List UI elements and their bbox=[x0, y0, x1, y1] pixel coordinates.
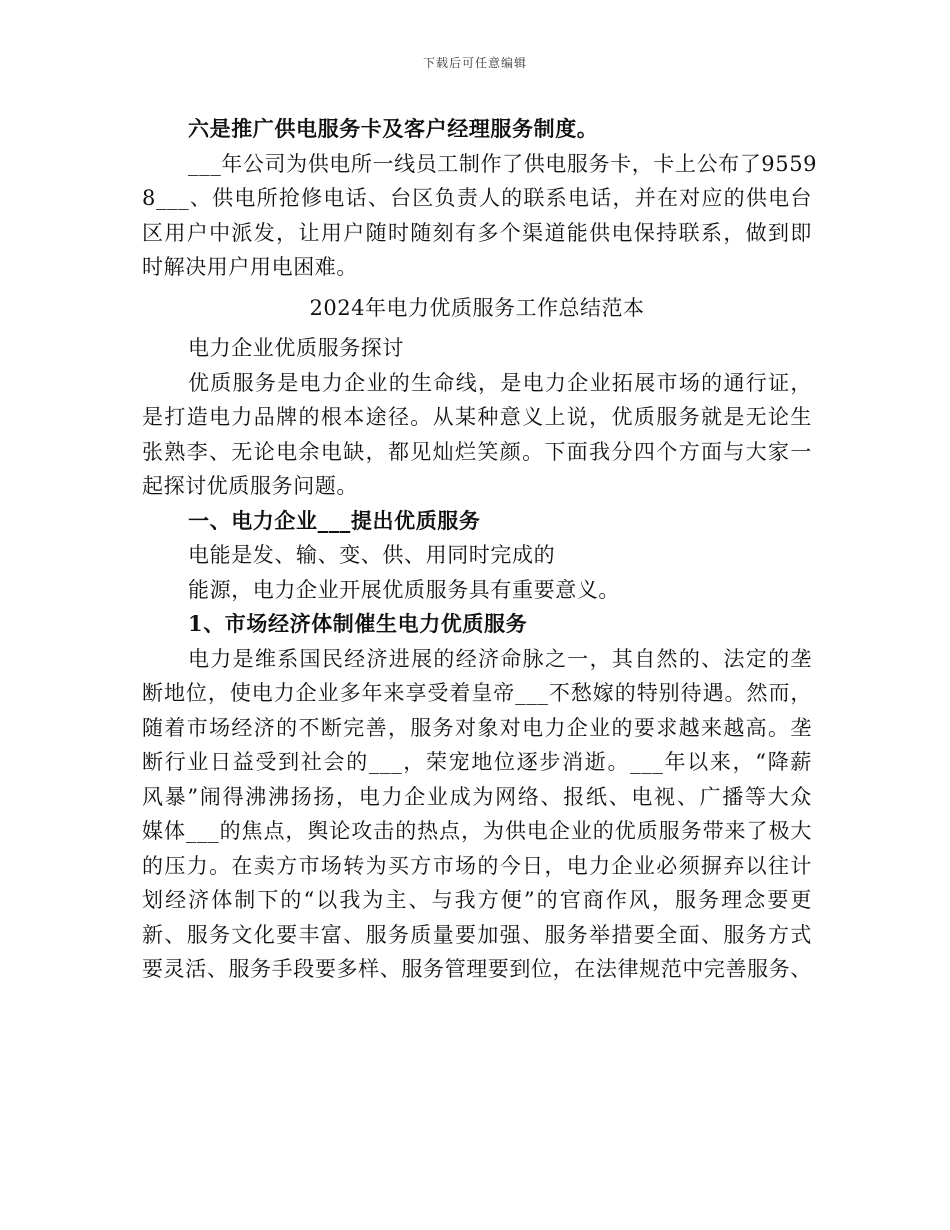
paragraph-line: 断地位，使电力企业多年来享受着皇帝___不愁嫁的特别待遇。然而， bbox=[142, 681, 812, 705]
page-header: 下载后可任意编辑 bbox=[422, 56, 527, 70]
paragraph-line: 优质服务是电力企业的生命线，是电力企业拓展市场的通行证， bbox=[188, 370, 812, 395]
paragraph-line: 断行业日益受到社会的___，荣宠地位逐步消逝。___年以来，“降薪 bbox=[142, 750, 812, 774]
paragraph-line: 是打造电力品牌的根本途径。从某种意义上说，优质服务就是无论生 bbox=[142, 405, 812, 429]
paragraph-line: 要灵活、服务手段要多样、服务管理要到位，在法律规范中完善服务、 bbox=[142, 957, 812, 981]
paragraph-line: 时解决用户用电困难。 bbox=[142, 255, 358, 279]
paragraph-line: 电能是发、输、变、供、用同时完成的 bbox=[188, 543, 556, 567]
paragraph-line: ___年公司为供电所一线员工制作了供电服务卡，卡上公布了9559 bbox=[188, 151, 818, 176]
subsection-heading-1: 1、市场经济体制催生电力优质服务 bbox=[188, 611, 528, 636]
document-title: 2024年电力优质服务工作总结范本 bbox=[309, 295, 645, 320]
paragraph-line: 风暴”闹得沸沸扬扬，电力企业成为网络、报纸、电视、广播等大众 bbox=[142, 784, 812, 809]
paragraph-line: 划经济体制下的“以我为主、与我方便”的官商作风，服务理念要更 bbox=[142, 888, 812, 912]
paragraph-line: 8___、供电所抢修电话、台区负责人的联系电话，并在对应的供电台 bbox=[142, 186, 812, 210]
paragraph-line: 的压力。在卖方市场转为买方市场的今日，电力企业必须摒弃以往计 bbox=[142, 853, 812, 878]
paragraph-line: 电力是维系国民经济进展的经济命脉之一，其自然的、法定的垄 bbox=[188, 646, 812, 671]
paragraph-line: 起探讨优质服务问题。 bbox=[142, 474, 358, 498]
subtitle-line: 电力企业优质服务探讨 bbox=[188, 336, 404, 360]
paragraph-line: 随着市场经济的不断完善，服务对象对电力企业的要求越来越高。垄 bbox=[142, 715, 812, 740]
paragraph-line: 能源，电力企业开展优质服务具有重要意义。 bbox=[188, 577, 620, 602]
document-body bbox=[142, 112, 818, 987]
paragraph-line: 区用户中派发，让用户随时随刻有多个渠道能供电保持联系，做到即 bbox=[142, 220, 812, 245]
paragraph-line: 媒体___的焦点，舆论攻击的热点，为供电企业的优质服务带来了极大 bbox=[142, 819, 812, 843]
section-heading-one: 一、电力企业___提出优质服务 bbox=[188, 507, 481, 533]
paragraph-line: 张熟李、无论电余电缺，都见灿烂笑颜。下面我分四个方面与大家一 bbox=[142, 439, 812, 464]
section-heading-six: 六是推广供电服务卡及客户经理服务制度。 bbox=[188, 116, 599, 141]
paragraph-line: 新、服务文化要丰富、服务质量要加强、服务举措要全面、服务方式 bbox=[142, 922, 812, 947]
